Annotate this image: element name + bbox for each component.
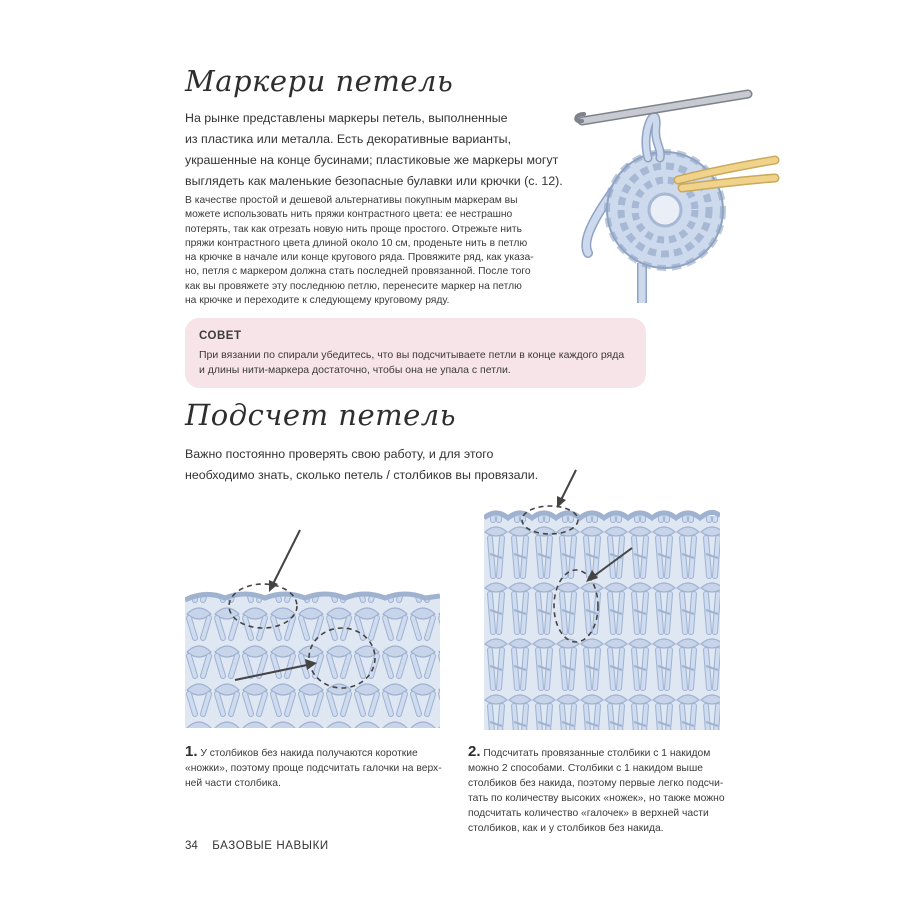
- caption-line: столбиков, как и у столбиков без накида.: [468, 823, 664, 834]
- lead-line: необходимо знать, сколько петель / столбиков вы провязали.: [185, 468, 539, 482]
- stitch-markers-body: [185, 194, 585, 308]
- caption-line: «ножки», поэтому проще подсчитать галочки на верх-: [185, 763, 442, 774]
- caption-line: тать по количеству высоких «ножек», но также можно: [468, 793, 725, 804]
- tip-title: СОВЕТ: [199, 330, 242, 342]
- lead-line: украшенные на конце бусинами; пластиковые же маркеры могут: [185, 153, 559, 167]
- body-line: как вы провяжете эту последнюю петлю, перенесите маркер на петлю: [185, 280, 522, 292]
- lead-line: выглядеть как маленькие безопасные булавки или крючки (с. 12).: [185, 174, 563, 188]
- lead-line: На рынке представлены маркеры петель, выполненные: [185, 111, 508, 125]
- section-title-counting-stitches: Подсчет петель: [185, 398, 457, 432]
- tip-line: При вязании по спирали убедитесь, что вы подсчитываете петли в конце каждого ряда: [199, 349, 625, 361]
- caption-line: ней части столбика.: [185, 778, 281, 789]
- caption-2: [468, 744, 748, 836]
- caption-number: 2.: [468, 743, 481, 760]
- page-number: 34: [185, 840, 198, 852]
- crochet-circle-illustration: [570, 88, 780, 306]
- section-title-stitch-markers: Маркери петель: [185, 64, 454, 98]
- body-line: на крючке и переходите к следующему круговому ряду.: [185, 295, 450, 307]
- caption-line: столбиков без накида, поэтому первые легко подсчи-: [468, 778, 724, 789]
- double-crochet-illustration: [484, 468, 720, 730]
- caption-number: 1.: [185, 743, 198, 760]
- stitch-markers-lead: [185, 108, 585, 192]
- caption-line: можно 2 способами. Столбики с 1 накидом выше: [468, 763, 703, 774]
- page-footer: [185, 836, 329, 854]
- section-name: БАЗОВЫЕ НАВЫКИ: [212, 840, 329, 852]
- caption-1: [185, 744, 455, 791]
- body-line: В качестве простой и дешевой альтернативы покупным маркерам вы: [185, 195, 518, 206]
- tip-text: [199, 348, 639, 378]
- caption-line: Подсчитать провязанные столбики с 1 накидом: [480, 748, 711, 759]
- lead-line: Важно постоянно проверять свою работу, и для этого: [185, 447, 494, 461]
- body-line: потерять, так как отрезать новую нить проще простого. Отрежьте нить: [185, 223, 522, 235]
- single-crochet-illustration: [185, 528, 440, 728]
- tip-box: [185, 318, 646, 388]
- tip-line: и длины нити-маркера достаточно, чтобы она не упала с петли.: [199, 364, 511, 376]
- body-line: на крючке в начале или конце кругового ряда. Провяжите ряд, как указа-: [185, 252, 534, 264]
- lead-line: из пластика или металла. Есть декоративные варианты,: [185, 132, 512, 146]
- body-line: можете использовать нить пряжи контрастного цвета: ее нестрашно: [185, 209, 513, 221]
- caption-line: У столбиков без накида получаются короткие: [197, 748, 418, 759]
- body-line: но, петля с маркером должна стать последней провязанной. После того: [185, 266, 531, 278]
- caption-line: подсчитать количество «галочек» в верхней части: [468, 808, 709, 819]
- body-line: пряжи контрастного цвета длиной около 10 см, проденьте нить в петлю: [185, 237, 528, 249]
